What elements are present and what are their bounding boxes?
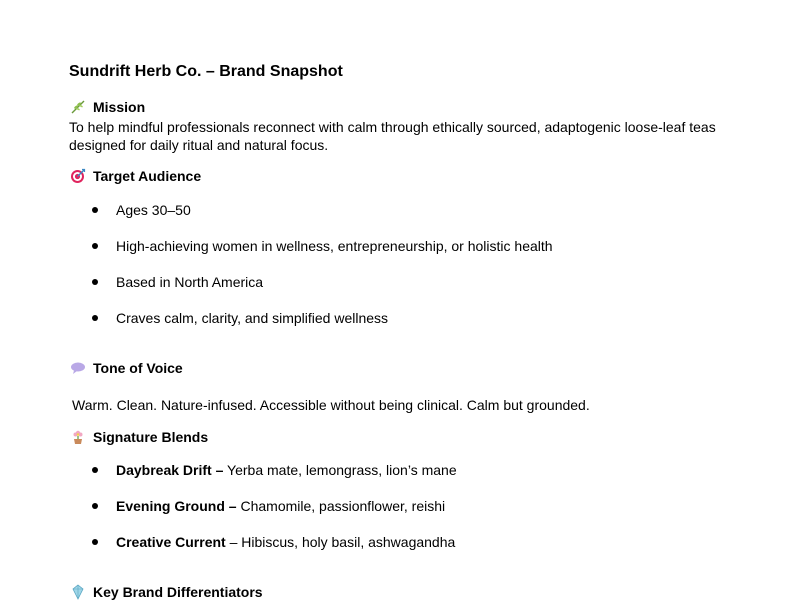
blend-description: – Hibiscus, holy basil, ashwagandha — [225, 534, 456, 550]
blend-name: Daybreak Drift – — [116, 462, 224, 478]
blend-description: Chamomile, passionflower, reishi — [236, 498, 446, 514]
bullet-icon — [92, 503, 98, 509]
list-item: High-achieving women in wellness, entrepreneurship, or holistic health — [92, 238, 553, 254]
bullet-icon — [92, 539, 98, 545]
blend-name: Evening Ground – — [116, 498, 237, 514]
list-item — [92, 462, 457, 478]
list-item: Based in North America — [92, 274, 263, 290]
bullet-icon — [92, 315, 98, 321]
audience-heading-label: Target Audience — [93, 168, 202, 184]
list-item — [92, 498, 445, 514]
blend-name: Creative Current — [116, 534, 226, 550]
document-title: Sundrift Herb Co. – Brand Snapshot — [69, 63, 343, 80]
differentiators-heading-label: Key Brand Differentiators — [93, 584, 263, 600]
list-item: Ages 30–50 — [92, 202, 191, 218]
bullet-icon — [92, 207, 98, 213]
herb-icon — [70, 99, 86, 115]
target-icon — [70, 168, 86, 184]
mission-text: To help mindful professionals reconnect with calm through ethically sourced, adaptogenic loose-leaf teas designed for daily ritual and natural focus. — [69, 119, 716, 153]
audience-heading — [70, 168, 201, 184]
bullet-icon — [92, 467, 98, 473]
bullet-icon — [92, 279, 98, 285]
differentiators-heading — [70, 584, 263, 600]
bullet-icon — [92, 243, 98, 249]
potted-flower-icon — [70, 429, 86, 445]
crystal-icon — [70, 584, 86, 600]
blend-description: Yerba mate, lemongrass, lion’s mane — [223, 462, 457, 478]
mission-heading — [70, 99, 145, 115]
blends-heading-label: Signature Blends — [93, 429, 209, 445]
list-item: Craves calm, clarity, and simplified wellness — [92, 310, 388, 326]
list-item — [92, 534, 455, 550]
blends-heading — [70, 429, 208, 445]
tone-heading-label: Tone of Voice — [93, 360, 183, 376]
speech-bubble-icon — [70, 360, 86, 376]
tone-text: Warm. Clean. Nature-infused. Accessible without being clinical. Calm but grounded. — [72, 397, 590, 413]
mission-heading-label: Mission — [93, 99, 146, 115]
tone-heading — [70, 360, 183, 376]
